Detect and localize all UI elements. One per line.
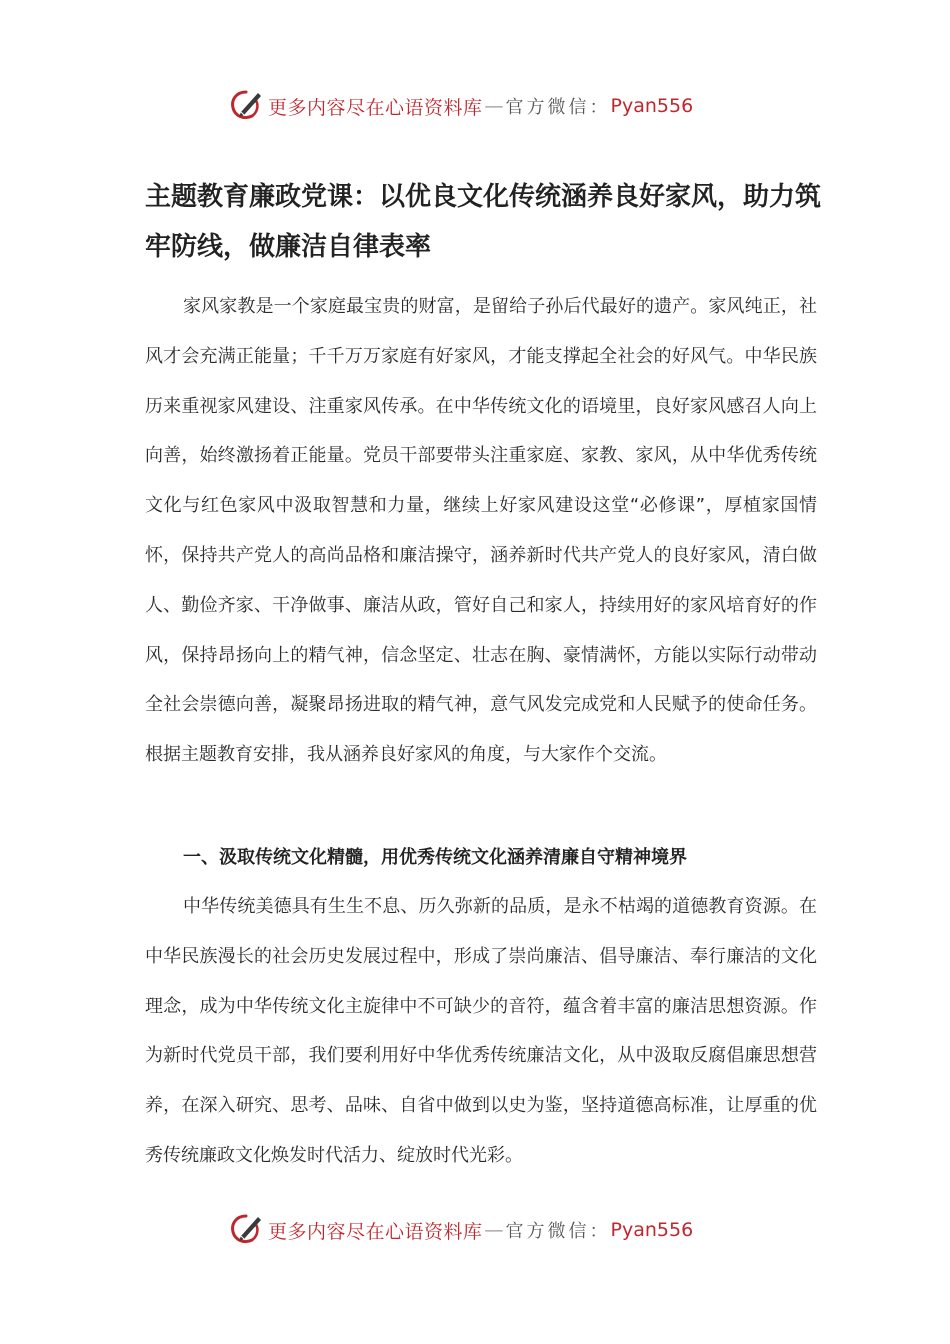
banner-wechat-label: 官方微信：	[505, 1221, 611, 1242]
banner-text: 更多内容尽在心语资料库	[268, 1220, 483, 1243]
paragraph-intro: 家风家教是一个家庭最宝贵的财富，是留给子孙后代最好的遗产。家风纯正，社风才会充满正能量；千千万万家庭有好家风，才能支撑起全社会的好风气。中华民族历来重视家风建设、注重家风传承。在中华传统文化的语境里，良好家风感召人向上向善，始终激扬着正能量。党员干部要带头注重家庭、家教、家风，从中华优秀传统文化与红色家风中汲取智慧和力量，继续上好家风建设这堂“必修课”，厚植家国情怀，保持共产党人的高尚品格和廉洁操守，涵养新时代共产党人的良好家风，清白做人、勤俭齐家、干净做事、廉洁从政，管好自己和家人，持续用好的家风培育好的作风，保持昂扬向上的精气神，信念坚定、壮志在胸、豪情满怀，方能以实际行动带动全社会崇德向善，凝聚昂扬进取的精气神，意气风发完成党和人民赋予的使命任务。根据主题教育安排，我从涵养良好家风的角度，与大家作个交流。	[145, 296, 817, 766]
footer-banner	[228, 1210, 728, 1250]
banner-wechat-id: Pyan556	[610, 95, 694, 117]
quill-swirl-icon	[228, 1212, 264, 1248]
header-banner	[228, 86, 728, 126]
banner-separator: —	[484, 1219, 504, 1241]
banner-wechat-id: Pyan556	[610, 1219, 694, 1241]
document-title: 主题教育廉政党课：以优良文化传统涵养良好家风，助力筑牢防线，做廉洁自律表率	[145, 182, 822, 262]
banner-separator: —	[484, 95, 504, 117]
banner-text: 更多内容尽在心语资料库	[268, 96, 483, 119]
section-heading-1: 一、汲取传统文化精髓，用优秀传统文化涵养清廉自守精神境界	[183, 847, 687, 868]
banner-wechat-label: 官方微信：	[505, 97, 611, 118]
paragraph-section-1: 中华传统美德具有生生不息、历久弥新的品质，是永不枯竭的道德教育资源。在中华民族漫长的社会历史发展过程中，形成了崇尚廉洁、倡导廉洁、奉行廉洁的文化理念，成为中华传统文化主旋律中不可缺少的音符，蕴含着丰富的廉洁思想资源。作为新时代党员干部，我们要利用好中华优秀传统廉洁文化，从中汲取反腐倡廉思想营养，在深入研究、思考、品味、自省中做到以史为鉴，坚持道德高标准，让厚重的优秀传统廉政文化焕发时代活力、绽放时代光彩。	[145, 896, 817, 1166]
quill-swirl-icon	[228, 88, 264, 124]
